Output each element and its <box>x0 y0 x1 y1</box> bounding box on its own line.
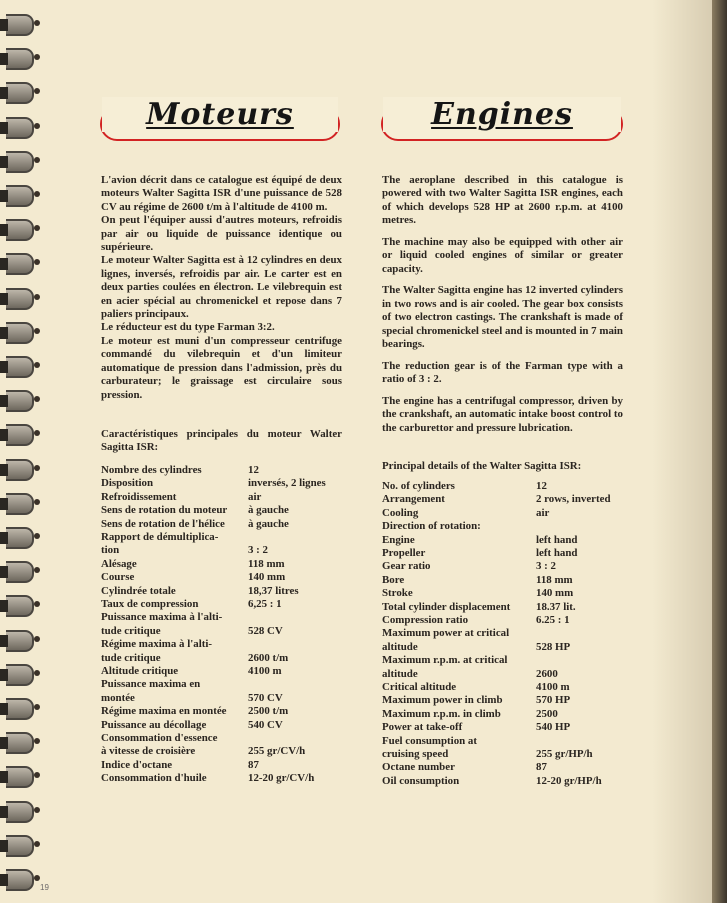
spec-row <box>382 694 662 707</box>
binding-ring <box>6 801 34 823</box>
spec-label: Total cylinder displacement <box>382 600 511 613</box>
spec-label: Octane number <box>382 761 455 774</box>
spec-value: 255 gr/HP/h <box>536 748 593 760</box>
binding-ring <box>6 117 34 139</box>
spec-value: 87 <box>248 758 259 771</box>
binding-hole <box>34 396 40 402</box>
spec-value: 4100 m <box>536 681 570 693</box>
binding-hole <box>34 567 40 573</box>
spec-row <box>101 518 381 531</box>
binding-hole <box>34 533 40 539</box>
english-column <box>382 174 623 443</box>
spec-row <box>382 708 662 721</box>
en-specs-heading-block <box>382 460 623 473</box>
spec-row <box>101 571 381 584</box>
spec-label: Sens de rotation de l'hélice <box>101 517 225 530</box>
fr-paragraph: Le moteur Walter Sagitta est à 12 cylindres en deux lignes, inversés, refroidis par air. Le carter est en deux parties coulées en électron. Le vilebrequin est en acier spécial au chromenickel et repose dans 7 paliers principaux. <box>101 254 342 321</box>
spec-label: Altitude critique <box>101 665 179 677</box>
binding-hole <box>34 875 40 881</box>
binding-hole <box>34 465 40 471</box>
spec-row <box>382 681 662 694</box>
spec-row <box>101 477 381 490</box>
spec-label: Alésage <box>101 557 137 570</box>
spec-row <box>101 732 381 745</box>
spec-value: 2500 <box>536 707 558 720</box>
spec-row <box>382 560 662 573</box>
binding-hole <box>34 636 40 642</box>
binding-hole <box>34 362 40 368</box>
fr-paragraph: Le réducteur est du type Farman 3:2. <box>101 321 275 334</box>
spec-row <box>382 534 662 547</box>
spec-label: altitude <box>382 640 418 653</box>
spec-label: Puissance maxima en <box>101 678 201 691</box>
spec-row <box>101 652 381 665</box>
spec-value: 140 mm <box>248 571 286 584</box>
spec-value: 87 <box>536 761 547 774</box>
spec-label: Cylindrée totale <box>101 584 176 597</box>
spec-label: Fuel consumption at <box>382 734 478 747</box>
spec-label: No. of cylinders <box>382 480 455 492</box>
fr-paragraph: L'avion décrit dans ce catalogue est équipé de deux moteurs Walter Sagitta ISR d'une puissance de 528 CV au régime de 2600 t/m à l'altitude de 4100 m. <box>101 174 342 213</box>
binding-hole <box>34 841 40 847</box>
fr-paragraph: On peut l'équiper aussi d'autres moteurs, refroidis par air ou liquide de puissance identique ou supérieure. <box>101 214 342 254</box>
spec-label: Maximum r.p.m. in climb <box>382 707 501 720</box>
binding-hole <box>34 157 40 163</box>
binding-hole <box>34 328 40 334</box>
fr-specs-heading: Caractéristiques principales du moteur Walter Sagitta ISR: <box>101 428 342 454</box>
spec-label: Refroidissement <box>101 490 177 503</box>
binding-hole <box>34 601 40 607</box>
spec-row <box>101 625 381 638</box>
heading-banner-en <box>381 97 623 141</box>
spec-label: Critical altitude <box>382 681 457 693</box>
spec-value: 12 <box>536 480 547 492</box>
spec-value: 3 : 2 <box>248 544 268 557</box>
binding-ring <box>6 459 34 481</box>
spiral-binding <box>0 0 40 903</box>
binding-ring <box>6 219 34 241</box>
fr-specs-heading-block <box>101 428 342 455</box>
spec-value: 118 mm <box>248 557 285 570</box>
spec-value: 4100 m <box>248 665 282 677</box>
spec-value: 118 mm <box>536 573 573 586</box>
binding-ring <box>6 14 34 36</box>
spec-value: 140 mm <box>536 587 574 600</box>
spec-row <box>382 654 662 667</box>
spec-row <box>101 464 381 477</box>
spec-label: Power at take-off <box>382 721 463 734</box>
spec-label: Consommation d'essence <box>101 732 218 744</box>
spec-label: Sens de rotation du moteur <box>101 504 228 517</box>
binding-ring <box>6 732 34 754</box>
spec-label: Maximum power in climb <box>382 694 503 707</box>
spec-value: 540 CV <box>248 718 283 731</box>
spec-row <box>382 627 662 640</box>
binding-ring <box>6 664 34 686</box>
spec-row <box>382 721 662 734</box>
spec-value: 12-20 gr/CV/h <box>248 772 315 785</box>
spec-row <box>382 761 662 774</box>
binding-hole <box>34 670 40 676</box>
spec-row <box>101 491 381 504</box>
spec-row <box>101 544 381 557</box>
spec-label: Régime maxima à l'alti- <box>101 638 212 651</box>
spec-row <box>382 775 662 788</box>
spec-value: air <box>248 490 262 503</box>
spec-label: Taux de compression <box>101 598 199 610</box>
spec-value: 570 CV <box>248 691 283 704</box>
spec-label: altitude <box>382 667 418 680</box>
spec-row <box>382 574 662 587</box>
binding-hole <box>34 430 40 436</box>
heading-fr: Moteurs <box>102 97 338 132</box>
spec-row <box>101 692 381 705</box>
binding-hole <box>34 20 40 26</box>
spec-label: Engine <box>382 533 415 546</box>
binding-ring <box>6 630 34 652</box>
french-column <box>101 174 342 402</box>
spec-label: tion <box>101 544 120 557</box>
spec-row <box>101 719 381 732</box>
binding-ring <box>6 356 34 378</box>
spec-row <box>101 585 381 598</box>
spec-value: 6,25 : 1 <box>248 598 282 610</box>
spec-row <box>101 745 381 758</box>
spec-row <box>101 504 381 517</box>
fr-paragraph: Le moteur est muni d'un compresseur centrifuge commandé du vilebrequin et d'un limiteur automatique de pression dans l'admission, près du carburateur; le graissage est circulaire sous pression. <box>101 334 342 401</box>
spec-value: 2 rows, inverted <box>536 493 611 506</box>
binding-ring <box>6 835 34 857</box>
binding-hole <box>34 499 40 505</box>
spec-value: 528 CV <box>248 624 283 637</box>
spec-row <box>382 748 662 761</box>
spec-row <box>101 772 381 785</box>
spec-label: Course <box>101 571 135 584</box>
binding-ring <box>6 424 34 446</box>
spec-label: cruising speed <box>382 748 449 760</box>
spec-value: 18.37 lit. <box>536 600 576 613</box>
spec-label: à vitesse de croisière <box>101 745 196 758</box>
spec-row <box>382 668 662 681</box>
binding-ring <box>6 48 34 70</box>
binding-ring <box>6 288 34 310</box>
spec-value: à gauche <box>248 517 289 530</box>
en-specs-heading: Principal details of the Walter Sagitta ISR: <box>382 460 582 472</box>
spec-value: 3 : 2 <box>536 560 556 573</box>
binding-ring <box>6 869 34 891</box>
binding-hole <box>34 259 40 265</box>
spec-value: 12-20 gr/HP/h <box>536 774 602 787</box>
spec-value: 255 gr/CV/h <box>248 745 306 758</box>
spec-label: montée <box>101 691 135 704</box>
spec-label: Maximum power at critical <box>382 627 510 640</box>
spec-label: tude critique <box>101 651 161 664</box>
spec-row <box>382 520 662 533</box>
binding-ring <box>6 390 34 412</box>
spec-label: Propeller <box>382 547 426 559</box>
spec-label: Bore <box>382 573 405 586</box>
spec-value: inversés, 2 lignes <box>248 477 326 490</box>
spec-row <box>382 480 662 493</box>
spec-row <box>101 705 381 718</box>
spec-row <box>382 614 662 627</box>
spec-label: Oil consumption <box>382 774 460 787</box>
binding-ring <box>6 561 34 583</box>
spec-label: Régime maxima en montée <box>101 705 227 718</box>
binding-ring <box>6 151 34 173</box>
spec-row <box>382 493 662 506</box>
spec-row <box>382 547 662 560</box>
spec-label: Maximum r.p.m. at critical <box>382 654 508 667</box>
spec-label: Stroke <box>382 587 413 600</box>
binding-hole <box>34 225 40 231</box>
binding-ring <box>6 493 34 515</box>
spec-row <box>382 587 662 600</box>
spec-value: air <box>536 506 550 519</box>
spec-value: 18,37 litres <box>248 584 299 597</box>
spec-label: Arrangement <box>382 493 445 506</box>
binding-ring <box>6 766 34 788</box>
spec-row <box>101 611 381 624</box>
spec-value: 12 <box>248 464 259 476</box>
binding-hole <box>34 738 40 744</box>
heading-en: Engines <box>383 97 621 132</box>
spec-label: Cooling <box>382 506 419 519</box>
spec-value: 540 HP <box>536 721 571 734</box>
binding-ring <box>6 595 34 617</box>
spec-label: Compression ratio <box>382 614 469 626</box>
spec-label: Nombre des cylindres <box>101 464 202 476</box>
spec-row <box>382 601 662 614</box>
spec-row <box>101 665 381 678</box>
spec-row <box>101 531 381 544</box>
spec-row <box>382 641 662 654</box>
binding-ring <box>6 322 34 344</box>
spec-row <box>101 678 381 691</box>
spec-value: à gauche <box>248 504 289 517</box>
page-number: 19 <box>40 883 49 892</box>
spec-row <box>101 638 381 651</box>
binding-hole <box>34 772 40 778</box>
spec-label: Indice d'octane <box>101 758 173 771</box>
spec-label: Consommation d'huile <box>101 772 207 785</box>
binding-hole <box>34 88 40 94</box>
spec-label: Direction of rotation: <box>382 520 481 533</box>
en-paragraph: The reduction gear is of the Farman type with a ratio of 3 : 2. <box>382 359 623 386</box>
binding-hole <box>34 191 40 197</box>
binding-ring <box>6 698 34 720</box>
heading-banner-fr <box>100 97 340 141</box>
spec-value: 570 HP <box>536 694 571 707</box>
en-paragraph: The Walter Sagitta engine has 12 inverted cylinders in two rows and is air cooled. The gear box consists of two electron castings. The crankshaft is made of special chromenickel steel and is mounted in 7 main bearings. <box>382 284 623 351</box>
binding-ring <box>6 527 34 549</box>
spec-value: 2600 <box>536 667 558 680</box>
spec-row <box>101 759 381 772</box>
spec-value: 2600 t/m <box>248 651 289 664</box>
spec-value: 6.25 : 1 <box>536 614 570 626</box>
spec-row <box>382 735 662 748</box>
page-edge <box>712 0 727 903</box>
binding-ring <box>6 82 34 104</box>
en-paragraph: The engine has a centrifugal compressor, driven by the crankshaft, an automatic intake boost control to the carburettor and pressure lubrication. <box>382 394 623 434</box>
spec-row <box>101 558 381 571</box>
en-paragraph: The machine may also be equipped with other air or liquid cooled engines of similar or greater capacity. <box>382 235 623 275</box>
spec-value: left hand <box>536 533 578 546</box>
spec-value: 528 HP <box>536 640 571 653</box>
spec-label: Rapport de démultiplica- <box>101 531 219 543</box>
spec-label: Puissance au décollage <box>101 718 207 731</box>
en-paragraph: The aeroplane described in this catalogue is powered with two Walter Sagitta ISR engines, each of which develops 528 HP at 2600 r.p.m. at 4100 metres. <box>382 174 623 227</box>
spec-row <box>101 598 381 611</box>
spec-label: Disposition <box>101 477 154 490</box>
binding-ring <box>6 185 34 207</box>
binding-hole <box>34 294 40 300</box>
spec-label: Gear ratio <box>382 560 431 573</box>
spec-row <box>382 507 662 520</box>
spec-value: left hand <box>536 547 578 559</box>
spec-label: tude critique <box>101 624 161 637</box>
binding-hole <box>34 704 40 710</box>
binding-hole <box>34 54 40 60</box>
binding-hole <box>34 123 40 129</box>
spec-label: Puissance maxima à l'alti- <box>101 611 223 624</box>
binding-hole <box>34 807 40 813</box>
spec-value: 2500 t/m <box>248 705 289 718</box>
binding-ring <box>6 253 34 275</box>
